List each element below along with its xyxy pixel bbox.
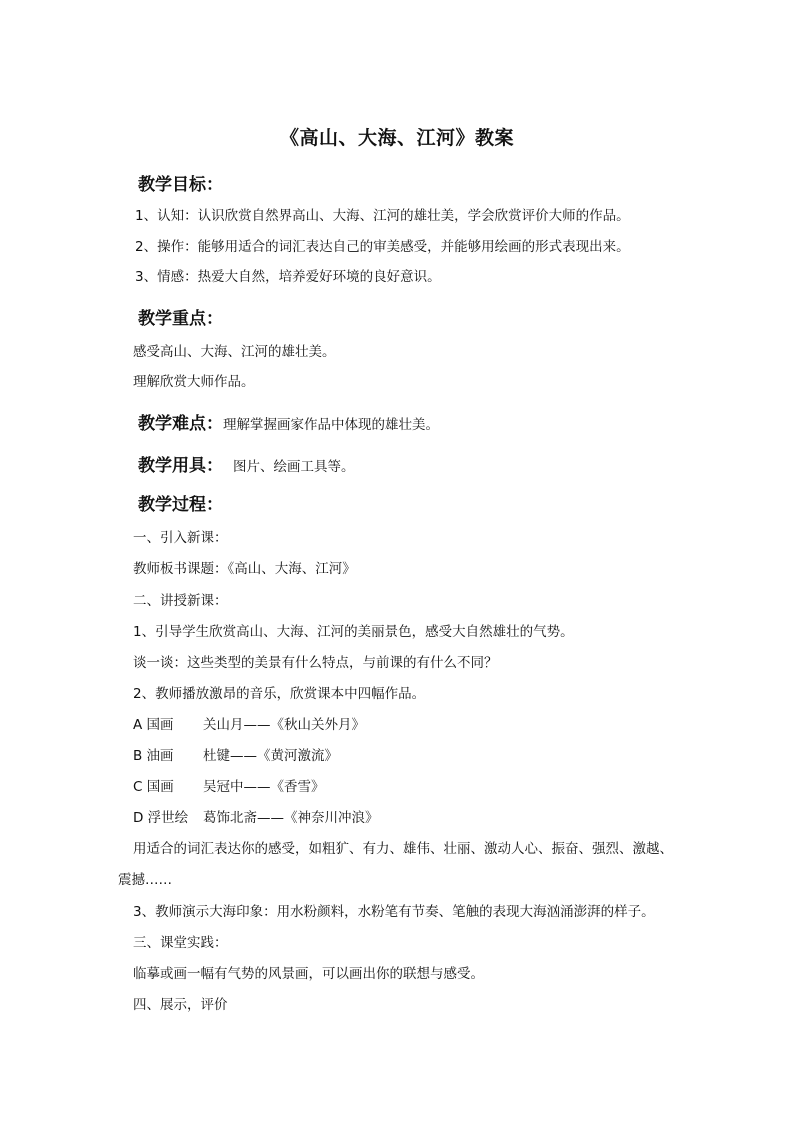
artwork-row-c [133, 778, 325, 796]
artwork-label-c: C 国画 [133, 779, 174, 795]
artwork-row-a [133, 716, 365, 734]
difficulty-text: 理解掌握画家作品中体现的雄壮美。 [223, 417, 439, 433]
tools-row [138, 451, 355, 476]
artwork-work-c: 吴冠中——《香雪》 [203, 779, 325, 795]
objectives-heading: 教学目标： [138, 175, 223, 195]
objective-item-1: 1、认知：认识欣赏自然界高山、大海、江河的雄壮美，学会欣赏评价大师的作品。 [135, 208, 630, 224]
words-line-1: 用适合的词汇表达你的感受，如粗犷、有力、雄伟、壮丽、激动人心、振奋、强烈、激越、 [133, 841, 673, 857]
difficulty-heading: 教学难点： [138, 414, 223, 434]
artwork-row-d [133, 809, 379, 827]
artwork-label-d: D 浮世绘 [133, 810, 189, 826]
tools-heading: 教学用具： [138, 456, 223, 476]
process-line-6: 2、教师播放激昂的音乐，欣赏课本中四幅作品。 [133, 686, 426, 702]
document-title: 《高山、大海、江河》教案 [279, 127, 514, 149]
objective-item-3: 3、情感：热爱大自然，培养爱好环境的良好意识。 [135, 269, 441, 285]
artwork-label-a: A 国画 [133, 717, 174, 733]
process-heading: 教学过程： [138, 495, 223, 515]
process-line-2: 教师板书课题：《高山、大海、江河》 [133, 561, 356, 577]
practice-text: 临摹或画一幅有气势的风景画，可以画出你的联想与感受。 [133, 966, 484, 982]
practice-heading: 三、课堂实践： [133, 935, 228, 951]
showcase-line: 四、展示，评价 [133, 997, 228, 1013]
objective-item-2: 2、操作：能够用适合的词汇表达自己的审美感受，并能够用绘画的形式表现出来。 [135, 239, 630, 255]
artwork-label-b: B 油画 [133, 748, 174, 764]
tools-text: 图片、绘画工具等。 [233, 459, 355, 475]
artwork-work-d: 葛饰北斋——《神奈川冲浪》 [203, 810, 379, 826]
key-point-item-1: 感受高山、大海、江河的雄壮美。 [133, 344, 336, 360]
process-line-1: 一、引入新课： [133, 530, 228, 546]
words-line-2: 震撼…… [118, 872, 172, 888]
key-point-item-2: 理解欣赏大师作品。 [133, 374, 255, 390]
process-line-3: 二、讲授新课： [133, 593, 228, 609]
key-points-heading: 教学重点： [138, 309, 223, 329]
artwork-work-a: 关山月——《秋山关外月》 [203, 717, 365, 733]
artwork-row-b [133, 747, 338, 765]
artwork-work-b: 杜键——《黄河激流》 [203, 748, 338, 764]
process-line-5: 谈一谈：这些类型的美景有什么特点，与前课的有什么不同？ [133, 655, 498, 671]
process-line-4: 1、引导学生欣赏高山、大海、江河的美丽景色，感受大自然雄壮的气势。 [133, 624, 574, 640]
difficulty-row [138, 409, 439, 434]
demo-line: 3、教师演示大海印象：用水粉颜料，水粉笔有节奏、笔触的表现大海汹涌澎湃的样子。 [133, 904, 655, 920]
